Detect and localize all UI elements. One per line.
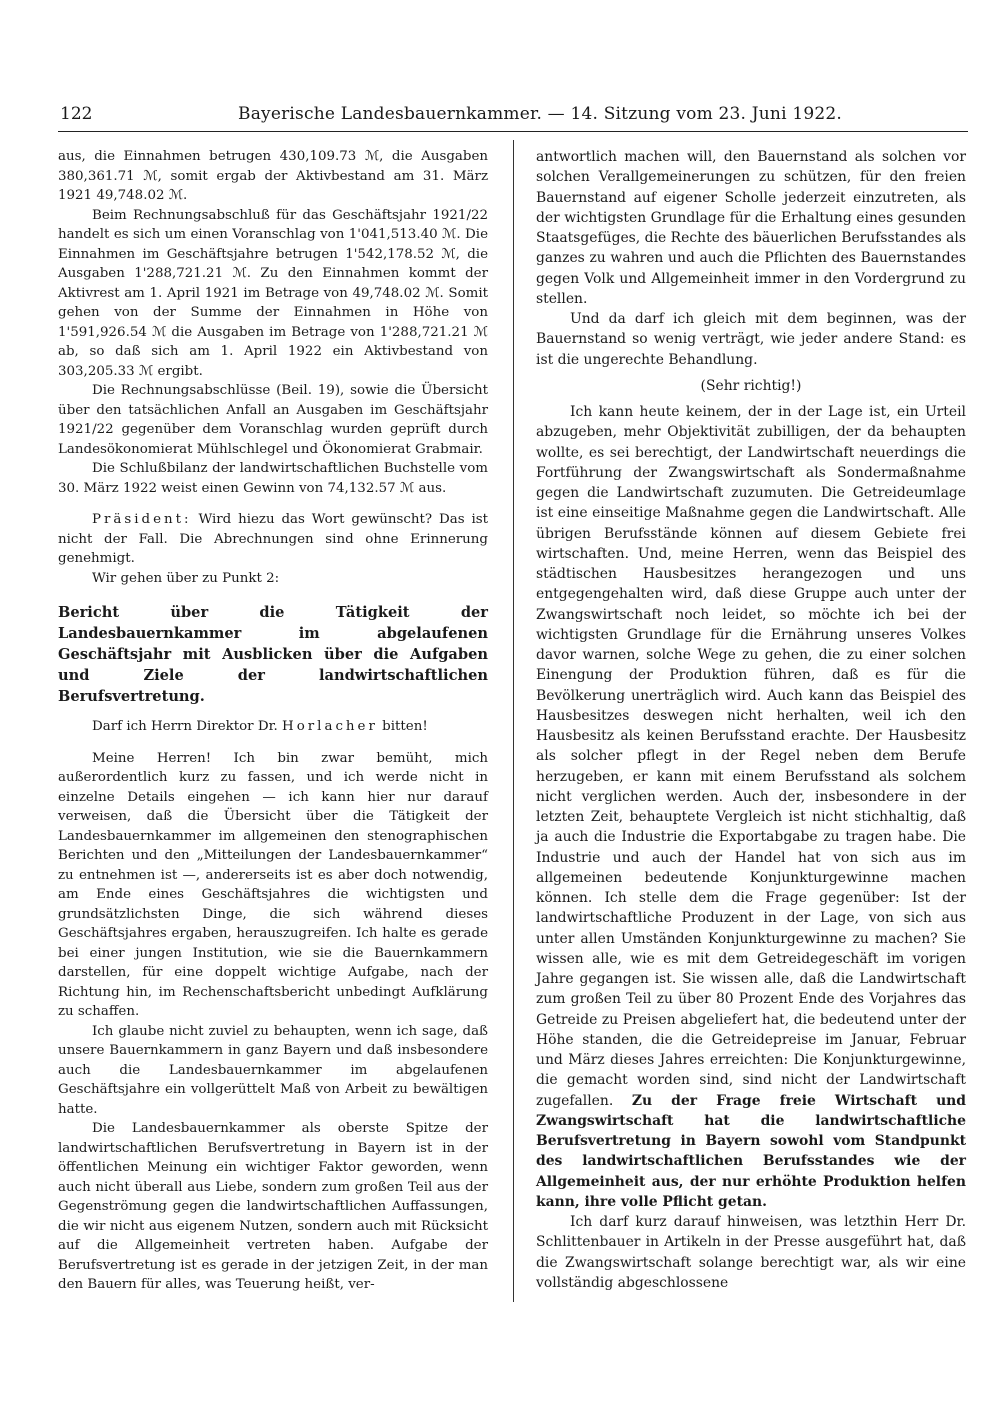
- page-header: [60, 104, 968, 130]
- left-column: [58, 147, 488, 1295]
- paragraph: Und da darf ich gleich mit dem beginnen, was der Bauernstand so wenig verträgt, wie jeder andere Stand: es ist die ungerechte Behandlung.: [536, 311, 966, 368]
- statement-text: Ich kann heute keinem, der in der Lage ist, ein Urteil abzugeben, mehr Objektivität zubilligen, der da behaupten wollte, es sei berechtigt, der Landwirtschaft neuerdings die Fortführung der Zwangswirtschaft als Sondermaßnahme gegen die Landwirtschaft zuzumuten. Die Getreideumlage ist eine einseitige Maßnahme gegen die Landwirtschaft. Alle übrigen Berufsstände können auf diesem Gebiete frei wirtschaften. Und, meine Herren, wenn das Beispiel des städtischen Hausbesitzes herangezogen und uns entgegengehalten wird, daß diese Gruppe auch unter der Zwangswirtschaft noch leidet, so möchte ich bei der wichtigsten Grundlage für die Ernährung unseres Volkes davor warnen, solche Wege zu gehen, die zu einer solchen Einengung der Produktion führen, daß es für die Bevölkerung unerträglich wird. Auch kann das Beispiel des Hausbesitzes deswegen nicht herhalten, weil ich den Hausbesitz als keinen Berufsstand erachte. Der Hausbesitz als solcher pflegt in der Regel neben dem Berufe herzugeben, er kann mit einem Berufsstand als solchem nicht verglichen werden. Auch der, insbesondere in der letzten Zeit, behauptete Vergleich ist nicht stichhaltig, daß ja auch die Industrie die Exportabgabe zu tragen habe. Die Industrie und auch der Handel hat von sich aus im allgemeinen bedeutende Konjunkturgewinne machen können. Ich stelle dem die Frage gegenüber: Ist der landwirtschaftliche Produzent in der Lage, von sich aus unter allen Umständen Konjunkturgewinne zu machen? Sie wissen alle, wie es mit dem Getreidegeschäft im vorigen Jahre gegangen ist. Sie wissen alle, daß die Landwirtschaft zum großen Teil zu über 80 Prozent Ende des Vorjahres das Getreide zu Preisen abgeliefert hat, die bedeutend unter der Höhe standen, die die Getreidepreise im Januar, Februar und März dieses Jahres erreichten: Die Konjunkturgewinne, die gemacht worden sind, sind nicht der Landwirtschaft zugefallen.: [536, 404, 966, 1109]
- bold-statement: Zu der Frage freie Wirtschaft und Zwangswirtschaft hat die landwirtschaftliche Berufsvertretung in Bayern sowohl vom Standpunkt des landwirtschaftlichen Berufsstandes wie der Allgemeinheit aus, der nur erhöhte Produktion helfen kann, ihre volle Pflicht getan.: [536, 1092, 966, 1210]
- statement-text: Wird hiezu das Wort gewünscht? Das ist nicht der Fall. Die Abrechnungen sind ohne Erinnerung genehmigt.: [58, 512, 488, 566]
- page-number: 122: [60, 104, 93, 124]
- speaker-label: Präsident:: [92, 512, 192, 527]
- paragraph: Beim Rechnungsabschluß für das Geschäftsjahr 1921/22 handelt es sich um einen Voranschlag von 1'041,513.40 ℳ. Die Einnahmen im Geschäftsjahre betrugen 1'542,178.52 ℳ, die Ausgaben 1'288,721.21 ℳ. Zu den Einnahmen kommt der Aktivrest am 1. April 1921 im Betrage von 49,748.02 ℳ. Somit gehen von der Summe der Einnahmen in Höhe von 1'591,926.54 ℳ die Ausgaben im Betrage von 1'288,721.21 ℳ ab, so daß sich am 1. April 1922 ein Aktivbestand von 303,205.33 ℳ ergibt.: [58, 207, 488, 379]
- column-divider: [513, 140, 514, 1302]
- paragraph: Die Schlußbilanz der landwirtschaftlichen Buchstelle vom 30. März 1922 weist einen Gewinn von 74,132.57 ℳ aus.: [58, 461, 488, 496]
- paragraph: aus, die Einnahmen betrugen 430,109.73 ℳ, die Ausgaben 380,361.71 ℳ, somit ergab der Aktivbestand am 31. März 1921 49,748.02 ℳ.: [58, 149, 488, 203]
- section-heading: Bericht über die Tätigkeit der Landesbauernkammer im abgelaufenen Geschäftsjahr mit Ausblicken über die Aufgaben und Ziele der landwirtschaftlichen Berufsvertretung.: [58, 604, 488, 705]
- paragraph: Wir gehen über zu Punkt 2:: [92, 570, 280, 586]
- running-title: Bayerische Landesbauernkammer. — 14. Sitzung vom 23. Juni 1922.: [238, 104, 842, 124]
- interjection: (Sehr richtig!): [700, 377, 802, 394]
- statement-text: Darf ich Herrn Direktor Dr.: [92, 719, 278, 734]
- right-column: [536, 147, 966, 1293]
- paragraph: Ich glaube nicht zuviel zu behaupten, wenn ich sage, daß unsere Bauernkammern in ganz Bayern und daß insbesondere auch die Landesbauernkammer im abgelaufenen Geschäftsjahre ein vollgerüttelt Maß von Arbeit zu bewältigen hatte.: [58, 1023, 488, 1117]
- paragraph: Die Rechnungsabschlüsse (Beil. 19), sowie die Übersicht über den tatsächlichen Anfall an Ausgaben im Geschäftsjahr 1921/22 gegenüber dem Voranschlag wurden geprüft durch Landesökonomierat Mühlschlegel und Ökonomierat Grabmair.: [58, 383, 488, 457]
- paragraph: Ich darf kurz darauf hinweisen, was letzthin Herr Dr. Schlittenbauer in Artikeln in der Presse ausgeführt hat, daß die Zwangswirtschaft solange berechtigt war, als wir eine vollständig abgeschlossene: [536, 1214, 966, 1291]
- president-statement: [58, 510, 488, 569]
- speaker-name: Horlacher: [282, 719, 378, 734]
- paragraph: antwortlich machen will, den Bauernstand als solchen vor solchen Verallgemeinerungen zu schützen, für den freien Bauernstand auf eigener Scholle jederzeit einzutreten, als der wichtigsten Grundlage für die Erhaltung eines gesunden Staatsgefüges, die Rechte des bäuerlichen Berufsstandes als ganzes zu wahren und auch die Pflichten des Bauernstandes gegen Volk und Allgemeinheit immer in den Vordergrund zu stellen.: [536, 149, 966, 307]
- paragraph: [536, 402, 966, 1212]
- statement-text: bitten!: [382, 719, 428, 734]
- paragraph: Meine Herren! Ich bin zwar bemüht, mich außerordentlich kurz zu fassen, und ich werde nicht in einzelne Details eingehen — ich kann hier nur darauf verweisen, daß die Übersicht über die Tätigkeit der Landesbauernkammer im allgemeinen den stenographischen Berichten und den „Mitteilungen der Landesbauernkammer“ zu entnehmen ist —, andererseits ist es aber doch notwendig, am Ende eines Geschäftsjahres die wichtigsten und grundsätzlichsten Dinge, die sich während dieses Geschäftsjahres ergaben, herauszugreifen. Ich halte es gerade bei einer jungen Institution, wie sie die Bauernkammern darstellen, für eine doppelt wichtige Aufgabe, nach der Richtung hin, im Rechenschaftsbericht unbedingt Aufklärung zu schaffen.: [58, 750, 488, 1019]
- paragraph: Die Landesbauernkammer als oberste Spitze der landwirtschaftlichen Berufsvertretung in Bayern ist in der öffentlichen Meinung ein wichtiger Faktor geworden, wenn auch nicht überall aus Liebe, sondern zum großen Teil aus der Gegenströmung gegen die landwirtschaftlichen Auffassungen, die wir nicht aus eigenem Nutzen, sondern auch mit Rücksicht auf die Allgemeinheit vertreten haben. Aufgabe der Berufsvertretung ist es gerade in der jetzigen Zeit, in der man den Bauern für alles, was Teuerung heißt, ver-: [58, 1121, 488, 1292]
- header-rule: [58, 131, 968, 132]
- paragraph: [58, 717, 488, 737]
